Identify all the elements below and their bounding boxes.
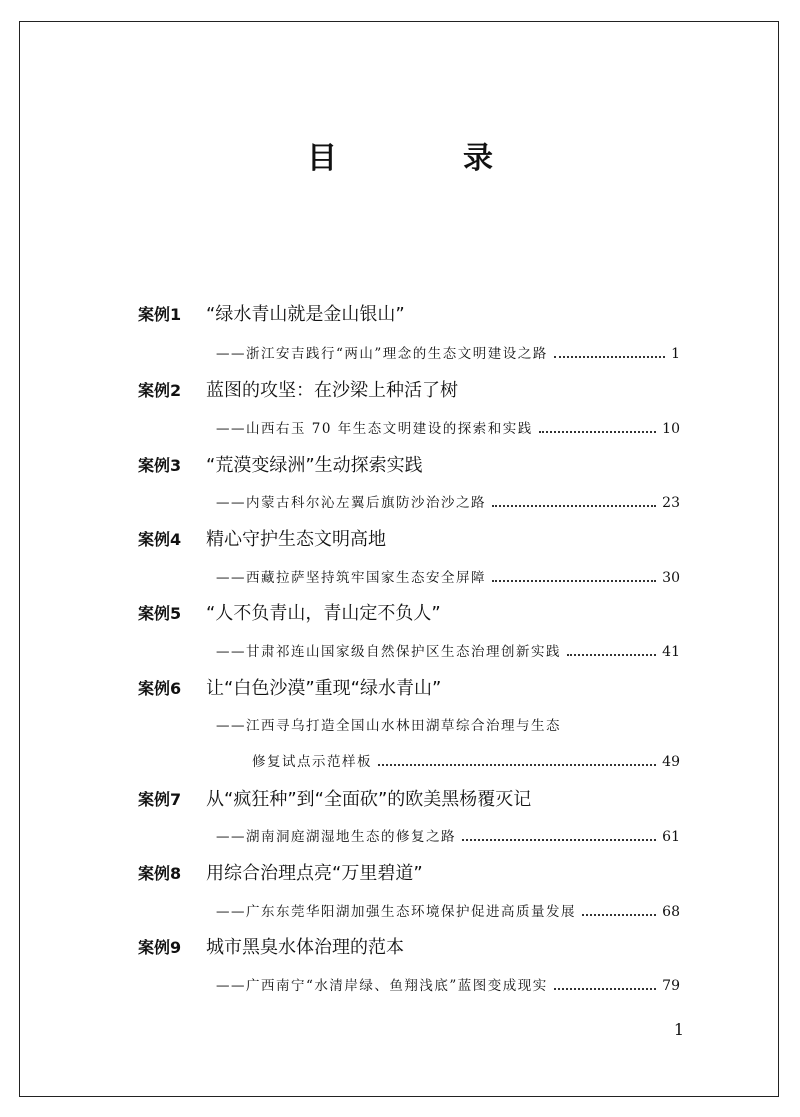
dot-leader [492,493,656,507]
page-number: 68 [662,904,680,920]
case-subtitle: ——广东东莞华阳湖加强生态环境保护促进高质量发展 [216,904,576,920]
page-number: 1 [671,346,680,362]
subtitle-line [216,419,680,439]
case-label: 案例3 [138,456,182,475]
footer-page-number: 1 [673,1020,684,1039]
page-frame [19,21,779,1097]
case-subtitle: ——江西寻乌打造全国山水林田湖草综合治理与生态 [216,718,561,734]
page-number: 30 [662,570,680,586]
page-number: 23 [662,495,680,511]
case-subtitle-continued: 修复试点示范样板 [252,754,372,770]
case-title: 让“白色沙漠”重现“绿水青山” [206,678,442,699]
subtitle-line [216,976,680,996]
dot-leader [554,976,656,990]
case-label: 案例8 [138,864,182,883]
page-number: 79 [662,978,680,994]
case-label: 案例7 [138,790,182,809]
dot-leader [539,419,656,433]
dot-leader [492,568,656,582]
subtitle-line [216,642,680,662]
dot-leader [462,827,656,841]
subtitle-line-continued [216,752,680,772]
dot-leader [378,752,656,766]
case-title: 蓝图的攻坚：在沙梁上种活了树 [206,380,458,401]
subtitle-line [216,493,680,513]
dot-leader [567,642,656,656]
case-subtitle: ——浙江安吉践行“两山”理念的生态文明建设之路 [216,346,548,362]
case-title: 精心守护生态文明高地 [206,529,386,550]
case-subtitle: ——西藏拉萨坚持筑牢国家生态安全屏障 [216,570,486,586]
subtitle-line [216,568,680,588]
case-label: 案例5 [138,604,182,623]
subtitle-line [216,716,680,736]
case-subtitle: ——甘肃祁连山国家级自然保护区生态治理创新实践 [216,644,561,660]
case-title: 从“疯狂种”到“全面砍”的欧美黑杨覆灭记 [206,789,532,810]
case-label: 案例4 [138,530,182,549]
page-number: 10 [662,421,680,437]
case-title: “人不负青山，青山定不负人” [206,603,441,624]
dot-leader [554,344,665,358]
toc-title: 目 录 [307,141,541,176]
page-number: 49 [662,754,680,770]
case-label: 案例6 [138,679,182,698]
case-label: 案例1 [138,305,182,324]
case-label: 案例2 [138,381,182,400]
page-number: 61 [662,829,680,845]
page-number: 41 [662,644,680,660]
case-subtitle: ——湖南洞庭湖湿地生态的修复之路 [216,829,456,845]
case-title: “绿水青山就是金山银山” [206,304,405,325]
subtitle-line [216,902,680,922]
case-label: 案例9 [138,938,182,957]
dot-leader [582,902,656,916]
case-subtitle: ——山西右玉 70 年生态文明建设的探索和实践 [216,421,533,437]
case-title: “荒漠变绿洲”生动探索实践 [206,455,423,476]
case-title: 用综合治理点亮“万里碧道” [206,863,423,884]
subtitle-line [216,827,680,847]
case-subtitle: ——广西南宁“水清岸绿、鱼翔浅底”蓝图变成现实 [216,978,548,994]
subtitle-line [216,344,680,364]
case-title: 城市黑臭水体治理的范本 [206,937,404,958]
case-subtitle: ——内蒙古科尔沁左翼后旗防沙治沙之路 [216,495,486,511]
